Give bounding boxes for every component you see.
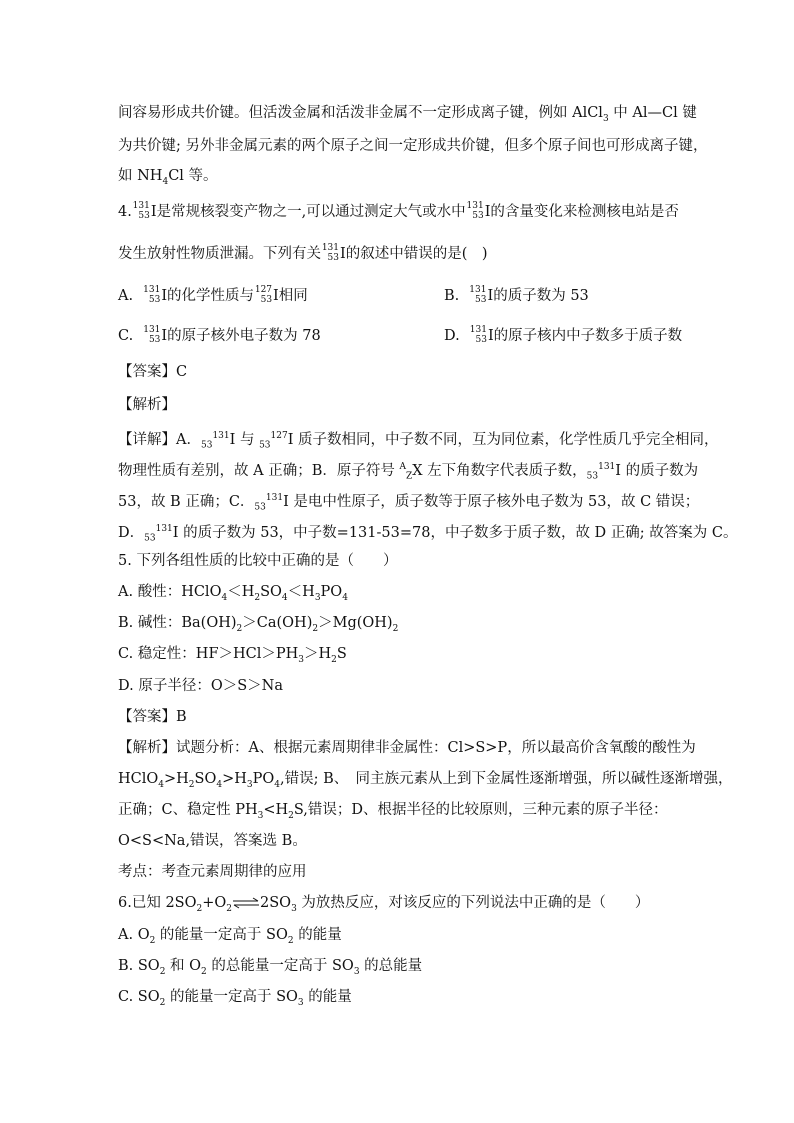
option-label: D. bbox=[444, 328, 460, 344]
text: 的含量变化来检测核电站是否 bbox=[490, 204, 679, 220]
analysis-5-line-3 bbox=[118, 800, 668, 826]
text: B. 碱性：Ba(OH) bbox=[118, 615, 237, 631]
text: 的化学性质与 bbox=[167, 288, 255, 304]
option-a bbox=[118, 286, 308, 306]
subscript: 3 bbox=[297, 997, 304, 1008]
mass-number: 131 bbox=[132, 201, 150, 211]
q5-option-a bbox=[118, 582, 348, 608]
atomic-number: 53 bbox=[148, 295, 161, 305]
subscript: 2 bbox=[254, 592, 261, 603]
subscript: 2 bbox=[288, 810, 294, 821]
text: I 是电中性原子，质子数等于原子核外电子数为 53，故 C 错误； bbox=[283, 493, 700, 510]
text: D． bbox=[118, 524, 145, 541]
text: <H bbox=[263, 802, 289, 818]
subscript: 4 bbox=[274, 779, 281, 790]
text: 为放热反应，对该反应的下列说法中正确的是（ ） bbox=[296, 895, 650, 911]
analysis-5-line-1: 【解析】试题分析：A、根据元素周期律非金属性：Cl>S>P，所以最高价含氧酸的酸性为 bbox=[118, 740, 696, 756]
text: 【详解】A． bbox=[118, 431, 201, 448]
option-label: A. bbox=[118, 288, 134, 304]
mass-number: 131 bbox=[469, 285, 487, 295]
text: 为共价键; 另外非金属元素的两个原子之间一定形成共价键，但多个原子间也可形成离子键， bbox=[118, 138, 708, 154]
subscript: 3 bbox=[298, 654, 305, 665]
text: ＜H bbox=[287, 584, 315, 600]
subscript: Z bbox=[405, 471, 413, 482]
subscript: 2 bbox=[392, 623, 399, 634]
subscript: 2 bbox=[287, 935, 294, 946]
superscript: 131 bbox=[598, 462, 616, 472]
q6-option-b bbox=[118, 956, 422, 982]
isotope-i131 bbox=[132, 202, 150, 222]
text: 间容易形成共价键。但活泼金属和活泼非金属不一定形成离子键，例如 AlCl bbox=[118, 105, 603, 121]
text: 相同 bbox=[278, 288, 308, 304]
atomic-number: 53 bbox=[475, 335, 487, 345]
atomic-number: 53 bbox=[138, 211, 150, 221]
analysis-5-line-2 bbox=[118, 769, 733, 795]
detail-line-2 bbox=[118, 457, 698, 487]
text: B. SO bbox=[118, 958, 160, 974]
subscript: 4 bbox=[221, 592, 228, 603]
isotope-i131 bbox=[468, 286, 486, 306]
subscript: 3 bbox=[602, 113, 609, 124]
text: 的能量 bbox=[293, 927, 342, 943]
text: 的总能量一定高于 SO bbox=[206, 958, 354, 974]
text-line bbox=[118, 103, 697, 129]
text: 2SO bbox=[260, 895, 292, 911]
element: I bbox=[487, 288, 494, 304]
text: 中 Al—Cl 键 bbox=[608, 105, 697, 121]
text: 的叙述中错误的是( ) bbox=[345, 246, 488, 262]
element: I bbox=[150, 204, 157, 220]
option-label: B. bbox=[444, 288, 460, 304]
atomic-number: 53 bbox=[327, 253, 339, 263]
isotope-i131 bbox=[142, 326, 160, 346]
q6-option-a bbox=[118, 925, 342, 951]
superscript: 131 bbox=[155, 524, 173, 534]
text: A. O bbox=[118, 927, 150, 943]
subscript: 4 bbox=[162, 176, 169, 187]
subscript: 53 bbox=[586, 471, 599, 482]
question-4-stem-2 bbox=[118, 244, 488, 264]
q5-option-b bbox=[118, 613, 398, 639]
text: 的能量一定高于 SO bbox=[165, 989, 298, 1005]
text: 6.已知 2SO bbox=[118, 895, 197, 911]
text: 的质子数为 53 bbox=[493, 288, 589, 304]
option-d bbox=[444, 326, 682, 346]
question-6-stem bbox=[118, 893, 649, 919]
subscript: 2 bbox=[188, 779, 195, 790]
subscript: 3 bbox=[353, 966, 360, 977]
subscript: 2 bbox=[226, 903, 233, 914]
text: ,错误; B、 同主族元素从上到下金属性逐渐增强，所以碱性逐渐增强， bbox=[280, 771, 733, 787]
text: A. 酸性：HClO bbox=[118, 584, 222, 600]
equilibrium-arrow-icon bbox=[232, 897, 260, 909]
text: I 的质子数为 bbox=[615, 462, 699, 479]
text: I 与 bbox=[229, 431, 260, 448]
key-point: 考点：考查元素周期律的应用 bbox=[118, 864, 307, 880]
text: ＜H bbox=[227, 584, 255, 600]
superscript: 131 bbox=[212, 431, 230, 441]
subscript: 2 bbox=[159, 997, 166, 1008]
text: 的原子核外电子数为 78 bbox=[167, 328, 321, 344]
text: 的能量 bbox=[303, 989, 352, 1005]
atomic-number: 53 bbox=[472, 211, 484, 221]
subscript: 3 bbox=[257, 810, 264, 821]
mass-number: 131 bbox=[321, 243, 339, 253]
q6-option-c bbox=[118, 987, 352, 1013]
text: 发生放射性物质泄漏。下列有关 bbox=[118, 246, 321, 262]
text: 的原子核内中子数多于质子数 bbox=[493, 328, 683, 344]
question-5-stem: 5. 下列各组性质的比较中正确的是（ ） bbox=[118, 553, 398, 569]
text: 物理性质有差别，故 A 正确；B．原子符号 bbox=[118, 462, 400, 479]
text: ＞Ca(OH) bbox=[242, 615, 313, 631]
element: I bbox=[340, 246, 346, 262]
subscript: 4 bbox=[216, 779, 223, 790]
text: SO bbox=[260, 584, 282, 600]
text: 正确；C、稳定性 PH bbox=[118, 802, 258, 818]
subscript: 53 bbox=[200, 440, 213, 451]
text: I 的质子数为 53，中子数=131-53=78，中子数多于质子数，故 D 正确; 故答案为 C。 bbox=[172, 524, 738, 541]
detail-line-3 bbox=[118, 488, 699, 518]
detail-line-4 bbox=[118, 519, 738, 549]
isotope-i127 bbox=[254, 286, 272, 306]
isotope-i131 bbox=[469, 326, 487, 346]
text: Cl 等。 bbox=[168, 168, 218, 184]
text: >H bbox=[222, 771, 247, 787]
answer-4: 【答案】C bbox=[118, 364, 188, 380]
q5-option-c bbox=[118, 644, 347, 670]
mass-number: 131 bbox=[469, 325, 487, 335]
text: X 左下角数字代表质子数， bbox=[412, 462, 587, 479]
subscript: 4 bbox=[342, 592, 348, 603]
text: 53，故 B 正确；C． bbox=[118, 493, 255, 510]
text: ＞Mg(OH) bbox=[318, 615, 393, 631]
subscript: 4 bbox=[281, 592, 288, 603]
text: >H bbox=[164, 771, 189, 787]
subscript: 2 bbox=[312, 623, 319, 634]
subscript: 4 bbox=[158, 779, 164, 790]
text-line bbox=[118, 166, 218, 192]
mass-number: 131 bbox=[143, 325, 161, 335]
atomic-number: 53 bbox=[148, 335, 161, 345]
text: C. 稳定性：HF＞HCl＞PH bbox=[118, 646, 299, 662]
text: PO bbox=[320, 584, 343, 600]
text: S bbox=[336, 646, 347, 662]
answer-5: 【答案】B bbox=[118, 709, 187, 725]
subscript: 2 bbox=[196, 903, 203, 914]
text: I 质子数相同，中子数不同，互为同位素，化学性质几乎完全相同， bbox=[287, 431, 719, 448]
isotope-i131 bbox=[321, 244, 339, 264]
element: I bbox=[273, 288, 279, 304]
subscript: 3 bbox=[291, 903, 297, 914]
mass-number: 127 bbox=[254, 285, 273, 295]
text: S,错误；D、根据半径的比较原则，三种元素的原子半径： bbox=[293, 802, 668, 818]
text: SO bbox=[194, 771, 217, 787]
question-4-stem bbox=[118, 202, 679, 222]
element: I bbox=[161, 328, 168, 344]
analysis-5-line-4: O<S<Na,错误，答案选 B。 bbox=[118, 833, 307, 849]
isotope-i131 bbox=[466, 202, 484, 222]
text: 和 O bbox=[165, 958, 202, 974]
text: HClO bbox=[118, 771, 159, 787]
mass-number: 131 bbox=[466, 201, 484, 211]
option-b bbox=[444, 286, 589, 306]
isotope-i131 bbox=[142, 286, 160, 306]
subscript: 2 bbox=[159, 966, 166, 977]
subscript: 3 bbox=[314, 592, 321, 603]
detail-line-1 bbox=[118, 426, 719, 456]
text: +O bbox=[202, 895, 227, 911]
text: PO bbox=[252, 771, 275, 787]
text: ＞H bbox=[304, 646, 332, 662]
text: 的总能量 bbox=[359, 958, 423, 974]
subscript: 2 bbox=[149, 935, 156, 946]
subscript: 53 bbox=[254, 502, 266, 513]
subscript: 53 bbox=[144, 533, 156, 544]
text: 如 NH bbox=[118, 168, 163, 184]
element: I bbox=[487, 328, 494, 344]
q5-option-d: D. 原子半径：O＞S＞Na bbox=[118, 678, 283, 694]
superscript: 127 bbox=[270, 431, 288, 441]
superscript: A bbox=[399, 462, 406, 472]
text: 的能量一定高于 SO bbox=[155, 927, 288, 943]
analysis-heading-4: 【解析】 bbox=[118, 397, 176, 413]
mass-number: 131 bbox=[143, 285, 161, 295]
option-c bbox=[118, 326, 321, 346]
subscript: 53 bbox=[259, 440, 271, 451]
subscript: 3 bbox=[246, 779, 253, 790]
subscript: 2 bbox=[201, 966, 207, 977]
superscript: 131 bbox=[265, 493, 284, 503]
element: I bbox=[161, 288, 168, 304]
option-label: C. bbox=[118, 328, 134, 344]
text: C. SO bbox=[118, 989, 160, 1005]
subscript: 2 bbox=[331, 654, 337, 665]
question-number: 4. bbox=[118, 204, 132, 220]
atomic-number: 53 bbox=[475, 295, 487, 305]
text-line bbox=[118, 136, 708, 156]
text: 是常规核裂变产物之一,可以通过测定大气或水中 bbox=[156, 204, 466, 220]
atomic-number: 53 bbox=[260, 295, 273, 305]
subscript: 2 bbox=[236, 623, 243, 634]
element: I bbox=[484, 204, 491, 220]
